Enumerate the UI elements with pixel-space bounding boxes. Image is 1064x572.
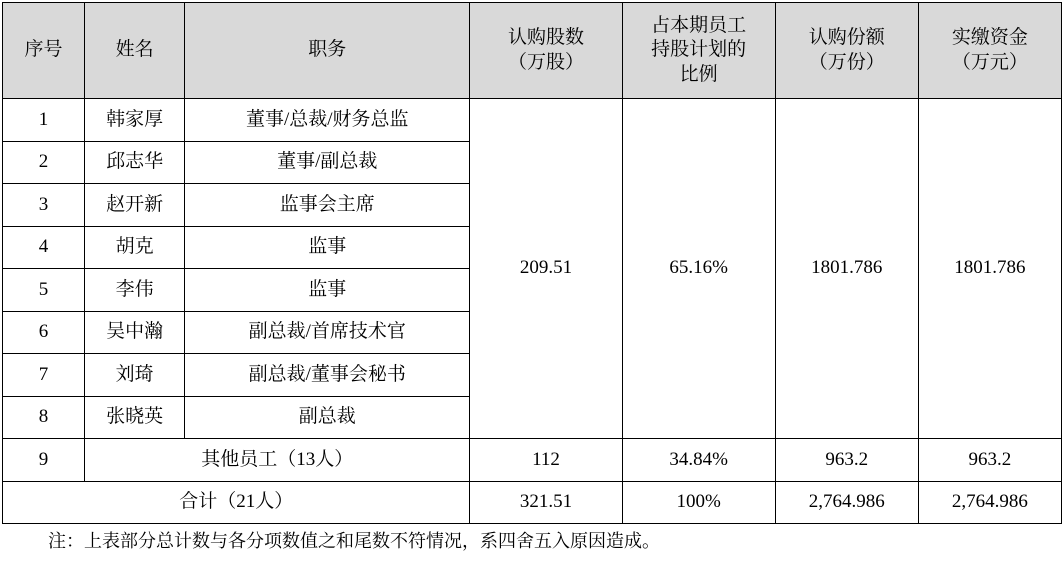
cell-shares-merged: 209.51 [470,99,622,439]
employee-shareholding-table [2,2,1062,524]
cell-total-shares: 321.51 [470,481,622,523]
cell-title: 董事/副总裁 [185,141,470,184]
cell-ratio-merged: 65.16% [622,99,775,439]
cell-amount-merged: 1801.786 [775,99,918,439]
cell-total-label: 合计（21人） [3,481,470,523]
cell-paid: 963.2 [918,439,1061,482]
cell-title: 监事 [185,269,470,312]
cell-title: 副总裁/董事会秘书 [185,354,470,397]
cell-no: 5 [3,269,85,312]
table-body [3,99,1062,524]
cell-name: 韩家厚 [85,99,185,142]
cell-no: 2 [3,141,85,184]
cell-title: 监事会主席 [185,184,470,227]
column-header-title: 职务 [185,3,470,99]
cell-title: 副总裁/首席技术官 [185,311,470,354]
cell-no: 6 [3,311,85,354]
column-header-paid-line1: 实缴资金 [951,27,1028,49]
cell-title: 董事/总裁/财务总监 [185,99,470,142]
table-header [3,3,1062,99]
cell-no: 4 [3,226,85,269]
column-header-amount-line2: （万份） [808,51,885,73]
cell-title: 监事 [185,226,470,269]
document-page [0,2,1064,572]
cell-total-ratio: 100% [622,481,775,523]
column-header-amount-line1: 认购份额 [808,27,885,49]
column-header-shares-line1: 认购股数 [507,27,584,49]
table-row-other-employees [3,439,1062,482]
cell-name: 邱志华 [85,141,185,184]
cell-no: 7 [3,354,85,397]
cell-name: 赵开新 [85,184,185,227]
cell-shares: 112 [470,439,622,482]
column-header-paid-line2: （万元） [951,51,1028,73]
column-header-amount [775,3,918,99]
cell-total-amount: 2,764.986 [775,481,918,523]
cell-name: 胡克 [85,226,185,269]
cell-name: 吴中瀚 [85,311,185,354]
column-header-shares [470,3,622,99]
cell-amount: 963.2 [775,439,918,482]
cell-no: 3 [3,184,85,227]
table-row-total [3,481,1062,523]
cell-name: 刘琦 [85,354,185,397]
column-header-no: 序号 [3,3,85,99]
cell-name: 张晓英 [85,396,185,439]
table-row [3,99,1062,142]
column-header-ratio-line1: 占本期员工 [651,15,747,37]
cell-title: 副总裁 [185,396,470,439]
table-note: 注：上表部分总计数与各分项数值之和尾数不符情况，系四舍五入原因造成。 [48,530,660,551]
column-header-ratio-line3: 比例 [679,63,718,85]
column-header-name: 姓名 [85,3,185,99]
cell-total-paid: 2,764.986 [918,481,1061,523]
column-header-shares-line2: （万股） [507,51,584,73]
cell-paid-merged: 1801.786 [918,99,1061,439]
column-header-ratio [622,3,775,99]
cell-name: 李伟 [85,269,185,312]
cell-ratio: 34.84% [622,439,775,482]
column-header-paid [918,3,1061,99]
cell-no: 9 [3,439,85,482]
cell-no: 1 [3,99,85,142]
column-header-ratio-line2: 持股计划的 [651,39,747,61]
cell-no: 8 [3,396,85,439]
table-header-row [3,3,1062,99]
cell-other-employees-label: 其他员工（13人） [85,439,470,482]
